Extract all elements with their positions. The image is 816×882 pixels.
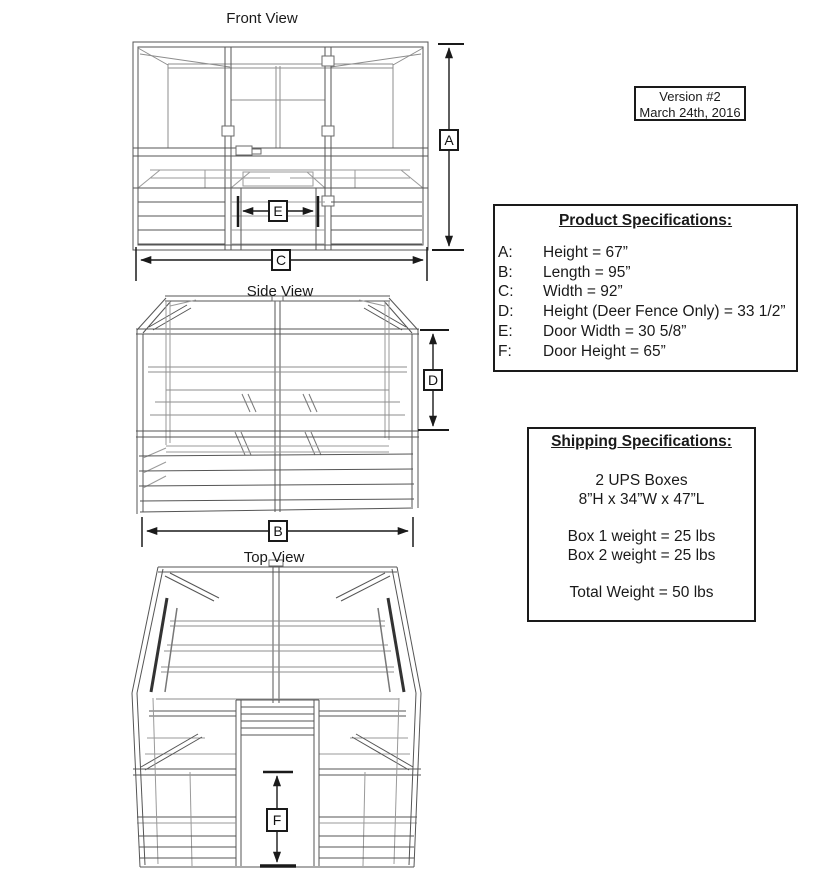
spec-row-d <box>495 302 796 322</box>
spec-text-d: Height (Deer Fence Only) = 33 1/2” <box>543 303 786 321</box>
spec-text-e: Door Width = 30 5/8” <box>543 322 687 340</box>
spec-row-b <box>495 263 796 283</box>
product-specifications-title: Product Specifications: <box>558 212 733 229</box>
spec-key-f: F: <box>498 342 512 360</box>
dimension-label-c: C <box>271 249 291 271</box>
version-number: Version #2 <box>659 89 721 104</box>
spacer <box>529 451 754 471</box>
spec-key-e: E: <box>498 322 513 340</box>
spec-row-c <box>495 282 796 302</box>
side-view-wireframe <box>136 296 419 514</box>
dimension-label-e: E <box>268 200 288 222</box>
version-date: March 24th, 2016 <box>639 105 741 120</box>
top-view-title: Top View <box>243 549 305 566</box>
dimension-label-d: D <box>423 369 443 391</box>
dimension-label-f: F <box>266 808 288 832</box>
spec-text-f: Door Height = 65” <box>543 342 666 360</box>
front-view-title: Front View <box>226 10 298 27</box>
spec-key-a: A: <box>498 244 513 261</box>
spec-text-a: Height = 67” <box>543 244 628 261</box>
shipping-total-weight: Total Weight = 50 lbs <box>569 584 714 601</box>
shipping-box1-weight: Box 1 weight = 25 lbs <box>567 528 716 545</box>
shipping-specifications-title: Shipping Specifications: <box>551 433 732 450</box>
shipping-box2-weight: Box 2 weight = 25 lbs <box>567 547 716 564</box>
shipping-boxes-size: 8”H x 34”W x 47”L <box>578 491 705 508</box>
side-view-title: Side View <box>246 283 314 300</box>
spec-key-c: C: <box>498 283 514 301</box>
spec-row-a <box>495 243 796 263</box>
spacer <box>529 565 754 583</box>
spacer <box>529 509 754 527</box>
shipping-boxes-count: 2 UPS Boxes <box>595 472 688 489</box>
shipping-specifications-box <box>527 427 756 622</box>
dimension-label-a: A <box>439 129 459 151</box>
spec-text-b: Length = 95” <box>543 263 631 281</box>
product-specifications-list <box>495 243 796 361</box>
version-box <box>634 86 746 121</box>
spec-row-e <box>495 322 796 342</box>
spec-row-f <box>495 342 796 362</box>
spec-text-c: Width = 92” <box>543 283 623 301</box>
spec-key-b: B: <box>498 263 513 281</box>
product-specifications-box <box>493 204 798 372</box>
dimension-label-b: B <box>268 520 288 542</box>
spec-key-d: D: <box>498 303 514 321</box>
